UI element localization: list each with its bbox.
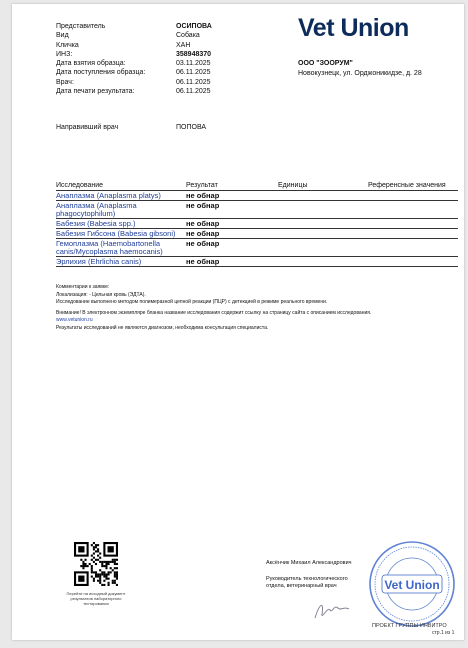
signature-icon [312,600,352,624]
patient-label: ИНЗ: [56,50,73,58]
test-name-link[interactable]: Гемоплазма (Haemobartonella canis/Mycoplasma haemocanis) [56,239,163,256]
patient-value: 03.11.2025 [176,60,211,68]
patient-value: Собака [176,32,200,40]
note-disclaimer: Результаты исследований не являются диагнозом, необходима консультация специалиста. [56,324,269,331]
page-number: стр.1 из 1 [432,630,455,636]
table-row [56,191,458,201]
table-row [56,201,458,219]
test-name-link[interactable]: Эрлихия (Ehrlichia canis) [56,257,142,266]
stamp-caption: ПРОЕКТ ГРУППЫ ИНВИТРО [372,623,447,629]
patient-value: 358948370 [176,50,212,58]
header-test: Исследование [56,182,104,189]
patient-label: Дата печати результата: [56,88,135,96]
header-reference: Референсные значения [368,182,446,189]
patient-row [56,87,296,96]
test-name-link[interactable]: Бабезия Гибсона (Babesia gibsoni) [56,229,176,238]
test-result: не обнар [186,191,220,200]
referring-doctor [56,124,206,131]
patient-row [56,78,296,87]
qr-code-icon[interactable] [74,542,118,586]
test-result: не обнар [186,257,220,266]
patient-value: 06.11.2025 [176,69,211,77]
patient-label: Дата взятия образца: [56,60,126,68]
note-warning: Внимание! В электронном экземпляре бланка название исследования содержит ссылку на страницу сайта с описанием исследования. [56,309,372,316]
signer-block [266,560,352,590]
patient-row [56,31,296,40]
patient-row [56,22,296,31]
org-name: ООО "ЗООРУМ" [298,60,353,67]
test-result: не обнар [186,239,220,248]
qr-caption: Перейти на исходный документ результатов лабораторного тестирования [66,591,126,606]
patient-value: 06.11.2025 [176,78,211,86]
table-row [56,229,458,239]
patient-label: Дата поступления образца: [56,69,146,77]
table-row [56,257,458,267]
test-result: не обнар [186,219,220,228]
signer-title-1: Руководитель технологического [266,576,348,582]
org-address: Новокузнецк, ул. Орджоникидзе, д. 28 [298,69,422,77]
table-body [56,191,458,267]
patient-label: Вид [56,32,69,40]
patient-row [56,59,296,68]
patient-label: Кличка [56,41,79,49]
results-table [56,182,458,267]
notes-block [56,284,458,332]
doctor-label: Направивший врач [56,124,119,131]
table-row [56,239,458,257]
note-localization: Локализация: - Цельная кровь (ЭДТА). [56,291,146,298]
patient-label: Врач: [56,78,74,86]
vetunion-link[interactable]: www.vetunion.ru [56,317,93,323]
stamp-logo: Vet Union [384,578,440,592]
header-result: Результат [186,182,218,189]
patient-row [56,50,296,59]
test-name-link[interactable]: Бабезия (Babesia spp.) [56,219,136,228]
signer-title-2: отдела, ветеринарный врач [266,583,337,589]
patient-label: Представитель [56,23,106,30]
stamp-icon [368,540,456,628]
patient-value: ХАН [176,41,191,49]
patient-row [56,68,296,77]
test-name-link[interactable]: Анаплазма (Anaplasma phagocytophilum) [56,201,137,218]
table-header [56,182,458,191]
header-units: Единицы [278,182,308,189]
note-method: Исследование выполнено методом полимеразной цепной реакции (ПЦР) с детекцией в режиме реального времени. [56,299,328,305]
note-comments: Комментарии к заявке: [56,284,110,290]
table-row [56,219,458,229]
vet-union-logo: Vet Union [298,14,409,42]
patient-value: 06.11.2025 [176,88,211,96]
test-name-link[interactable]: Анаплазма (Anaplasma platys) [56,191,161,200]
report-sheet [12,4,464,640]
patient-info [56,22,296,96]
signer-name: Аксёнчик Михаил Александрович [266,560,352,566]
patient-row [56,41,296,50]
patient-value: ОСИПОВА [176,23,212,30]
test-result: не обнар [186,229,220,238]
organization-block [298,59,422,78]
test-result: не обнар [186,201,220,210]
doctor-value: ПОПОВА [176,124,207,131]
